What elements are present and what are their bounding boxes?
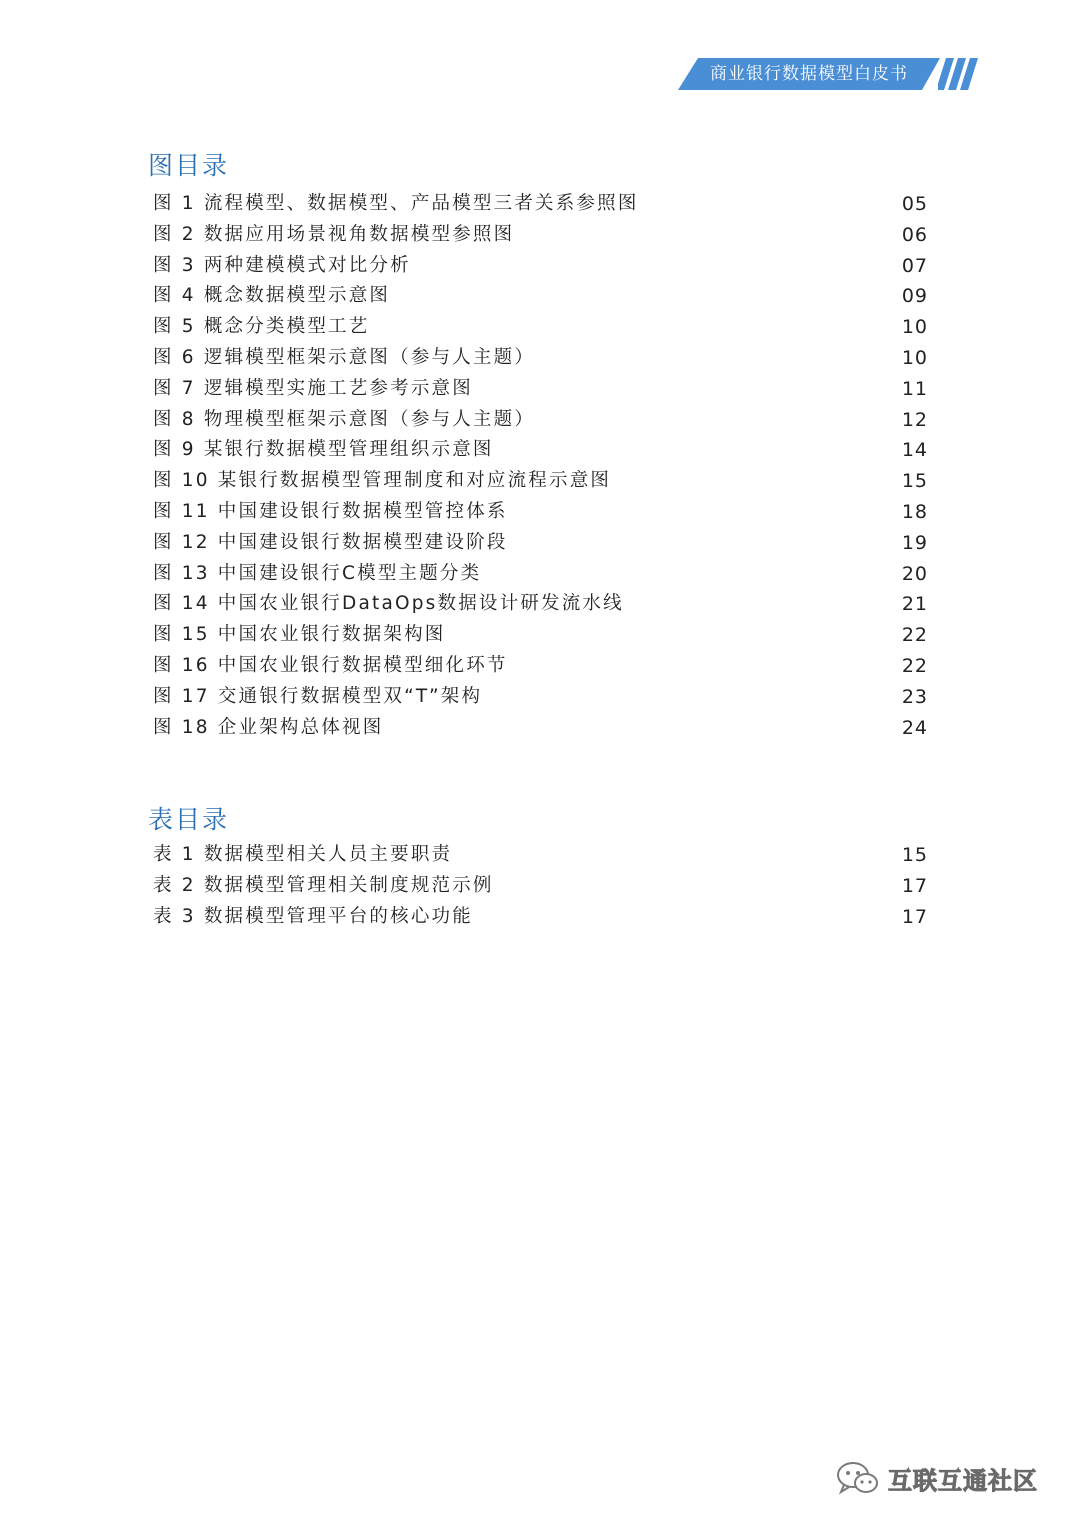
toc-entry-page: 22 xyxy=(901,654,928,677)
toc-entry-page: 07 xyxy=(901,254,928,277)
toc-entry xyxy=(153,343,928,374)
figures-section-title: 图目录 xyxy=(148,151,230,180)
toc-entry-label: 图 12 中国建设银行数据模型建设阶段 xyxy=(153,531,508,553)
toc-entry-page: 19 xyxy=(901,531,928,554)
toc-entry xyxy=(153,528,928,559)
toc-entry xyxy=(153,312,928,343)
header-stripes-decoration xyxy=(938,58,980,90)
toc-entry-label: 图 8 物理模型框架示意图（参与人主题） xyxy=(153,408,536,430)
toc-entry-page: 06 xyxy=(901,223,928,246)
toc-entry-label: 图 6 逻辑模型框架示意图（参与人主题） xyxy=(153,346,536,368)
toc-entry-label: 表 1 数据模型相关人员主要职责 xyxy=(153,844,453,865)
toc-entry xyxy=(153,620,928,651)
header-banner xyxy=(678,58,940,90)
toc-entry xyxy=(153,871,928,902)
toc-entry xyxy=(153,589,928,620)
toc-entry xyxy=(153,405,928,436)
toc-entry xyxy=(153,466,928,497)
toc-entry xyxy=(153,902,928,933)
toc-entry xyxy=(153,435,928,466)
toc-entry-page: 17 xyxy=(901,905,928,928)
toc-entry-label: 图 17 交通银行数据模型双“T”架构 xyxy=(153,685,483,707)
toc-entry-page: 10 xyxy=(901,316,928,339)
wechat-icon xyxy=(836,1460,880,1496)
toc-entry-label: 图 15 中国农业银行数据架构图 xyxy=(153,624,446,646)
toc-entry-page: 17 xyxy=(901,874,928,897)
toc-entry-label: 图 2 数据应用场景视角数据模型参照图 xyxy=(153,223,515,245)
toc-entry xyxy=(153,189,928,220)
toc-entry-page: 05 xyxy=(901,193,928,215)
toc-entry xyxy=(153,682,928,713)
toc-entry-label: 图 16 中国农业银行数据模型细化环节 xyxy=(153,654,508,676)
toc-entry-page: 18 xyxy=(901,500,928,523)
toc-entry-label: 图 1 流程模型、数据模型、产品模型三者关系参照图 xyxy=(153,193,639,214)
toc-entry-page: 12 xyxy=(901,408,928,431)
toc-entry-label: 图 3 两种建模模式对比分析 xyxy=(153,254,411,276)
toc-entry-label: 图 4 概念数据模型示意图 xyxy=(153,285,391,307)
toc-entry-label: 图 7 逻辑模型实施工艺参考示意图 xyxy=(153,377,473,399)
toc-entry-label: 图 9 某银行数据模型管理组织示意图 xyxy=(153,439,494,461)
toc-entry-label: 表 3 数据模型管理平台的核心功能 xyxy=(153,905,473,927)
toc-entry-page: 10 xyxy=(901,346,928,369)
toc-entry-label: 图 18 企业架构总体视图 xyxy=(153,716,384,738)
toc-entry-page: 21 xyxy=(901,593,928,616)
toc-entry xyxy=(153,497,928,528)
toc-entry-page: 15 xyxy=(901,470,928,493)
watermark-text: 互联互通社区 xyxy=(888,1466,1038,1495)
toc-entry-page: 23 xyxy=(901,685,928,708)
toc-entry-label: 表 2 数据模型管理相关制度规范示例 xyxy=(153,874,494,896)
toc-entry xyxy=(153,251,928,282)
toc-entry-label: 图 14 中国农业银行DataOps数据设计研发流水线 xyxy=(153,593,624,615)
toc-entry-page: 15 xyxy=(901,844,928,866)
toc-entry xyxy=(153,840,928,871)
figures-list xyxy=(153,189,928,743)
toc-entry-page: 20 xyxy=(901,562,928,585)
tables-section-title: 表目录 xyxy=(148,805,230,834)
toc-entry xyxy=(153,281,928,312)
toc-entry-page: 24 xyxy=(901,716,928,739)
toc-entry xyxy=(153,713,928,744)
toc-entry-label: 图 5 概念分类模型工艺 xyxy=(153,316,370,338)
toc-entry-page: 11 xyxy=(901,377,928,400)
toc-entry xyxy=(153,220,928,251)
toc-entry-label: 图 13 中国建设银行C模型主题分类 xyxy=(153,562,482,584)
tables-list xyxy=(153,840,928,932)
toc-entry-label: 图 10 某银行数据模型管理制度和对应流程示意图 xyxy=(153,470,612,492)
toc-entry-page: 09 xyxy=(901,285,928,308)
toc-entry-page: 22 xyxy=(901,624,928,647)
toc-entry-page: 14 xyxy=(901,439,928,462)
toc-entry xyxy=(153,559,928,590)
watermark xyxy=(836,1458,1038,1498)
toc-entry xyxy=(153,651,928,682)
header-title: 商业银行数据模型白皮书 xyxy=(710,64,908,84)
toc-entry xyxy=(153,374,928,405)
toc-entry-label: 图 11 中国建设银行数据模型管控体系 xyxy=(153,500,508,522)
